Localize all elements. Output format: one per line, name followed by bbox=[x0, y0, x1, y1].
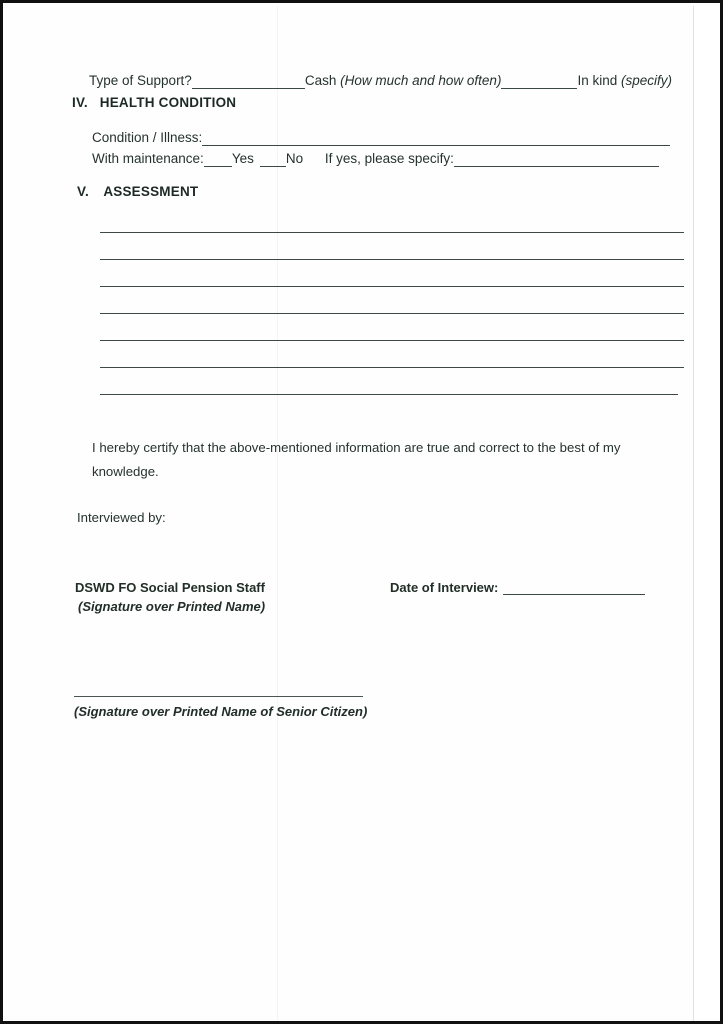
date-of-interview-blank[interactable] bbox=[503, 582, 645, 595]
certification-text-continued: knowledge. bbox=[92, 464, 159, 479]
if-yes-specify-blank[interactable] bbox=[454, 154, 659, 167]
cash-label: Cash bbox=[304, 73, 337, 88]
dswd-staff-label: DSWD FO Social Pension Staff bbox=[75, 580, 265, 595]
section-assessment-title: ASSESSMENT bbox=[103, 184, 199, 199]
type-of-support-blank[interactable] bbox=[192, 76, 305, 89]
maintenance-yes-label: Yes bbox=[231, 151, 254, 166]
section-health-condition-numeral: IV. bbox=[72, 95, 88, 110]
section-health-condition-heading bbox=[72, 95, 236, 110]
senior-citizen-signature-line[interactable] bbox=[74, 696, 363, 697]
maintenance-yes-blank[interactable] bbox=[204, 154, 232, 167]
section-assessment-heading bbox=[77, 184, 198, 199]
certification-paragraph bbox=[92, 436, 690, 484]
assessment-line-2[interactable] bbox=[100, 259, 684, 260]
date-of-interview-label: Date of Interview: bbox=[390, 580, 499, 595]
assessment-line-6[interactable] bbox=[100, 367, 684, 368]
condition-illness-blank[interactable] bbox=[202, 133, 670, 146]
in-kind-hint: (specify) bbox=[620, 73, 672, 88]
assessment-line-5[interactable] bbox=[100, 340, 684, 341]
certification-text: I hereby certify that the above-mentioned information are true and correct to the best of my bbox=[92, 440, 621, 455]
dswd-staff-signature-caption: (Signature over Printed Name) bbox=[78, 599, 266, 614]
cash-hint: (How much and how often) bbox=[340, 73, 502, 88]
assessment-line-4[interactable] bbox=[100, 313, 684, 314]
interviewed-by-label: Interviewed by: bbox=[77, 510, 166, 525]
senior-citizen-signature-caption: (Signature over Printed Name of Senior Citizen) bbox=[74, 704, 368, 719]
section-assessment-numeral: V. bbox=[77, 184, 89, 199]
assessment-line-7[interactable] bbox=[100, 394, 678, 395]
assessment-line-3[interactable] bbox=[100, 286, 684, 287]
cash-amount-blank[interactable] bbox=[501, 76, 577, 89]
section-health-condition-title: HEALTH CONDITION bbox=[99, 95, 237, 110]
if-yes-specify-label: If yes, please specify: bbox=[324, 151, 454, 166]
with-maintenance-label: With maintenance: bbox=[92, 151, 204, 166]
maintenance-no-blank[interactable] bbox=[260, 154, 286, 167]
in-kind-label: In kind bbox=[577, 73, 618, 88]
condition-illness-row bbox=[92, 129, 670, 146]
scan-gutter bbox=[694, 6, 719, 1024]
assessment-line-1[interactable] bbox=[100, 232, 684, 233]
with-maintenance-row bbox=[92, 150, 659, 167]
maintenance-no-label: No bbox=[285, 151, 304, 166]
date-of-interview-row bbox=[390, 580, 645, 595]
paper-sheet bbox=[6, 6, 693, 1024]
type-of-support-row bbox=[89, 72, 672, 89]
condition-illness-label: Condition / Illness: bbox=[92, 130, 203, 145]
type-of-support-label: Type of Support? bbox=[89, 73, 192, 88]
